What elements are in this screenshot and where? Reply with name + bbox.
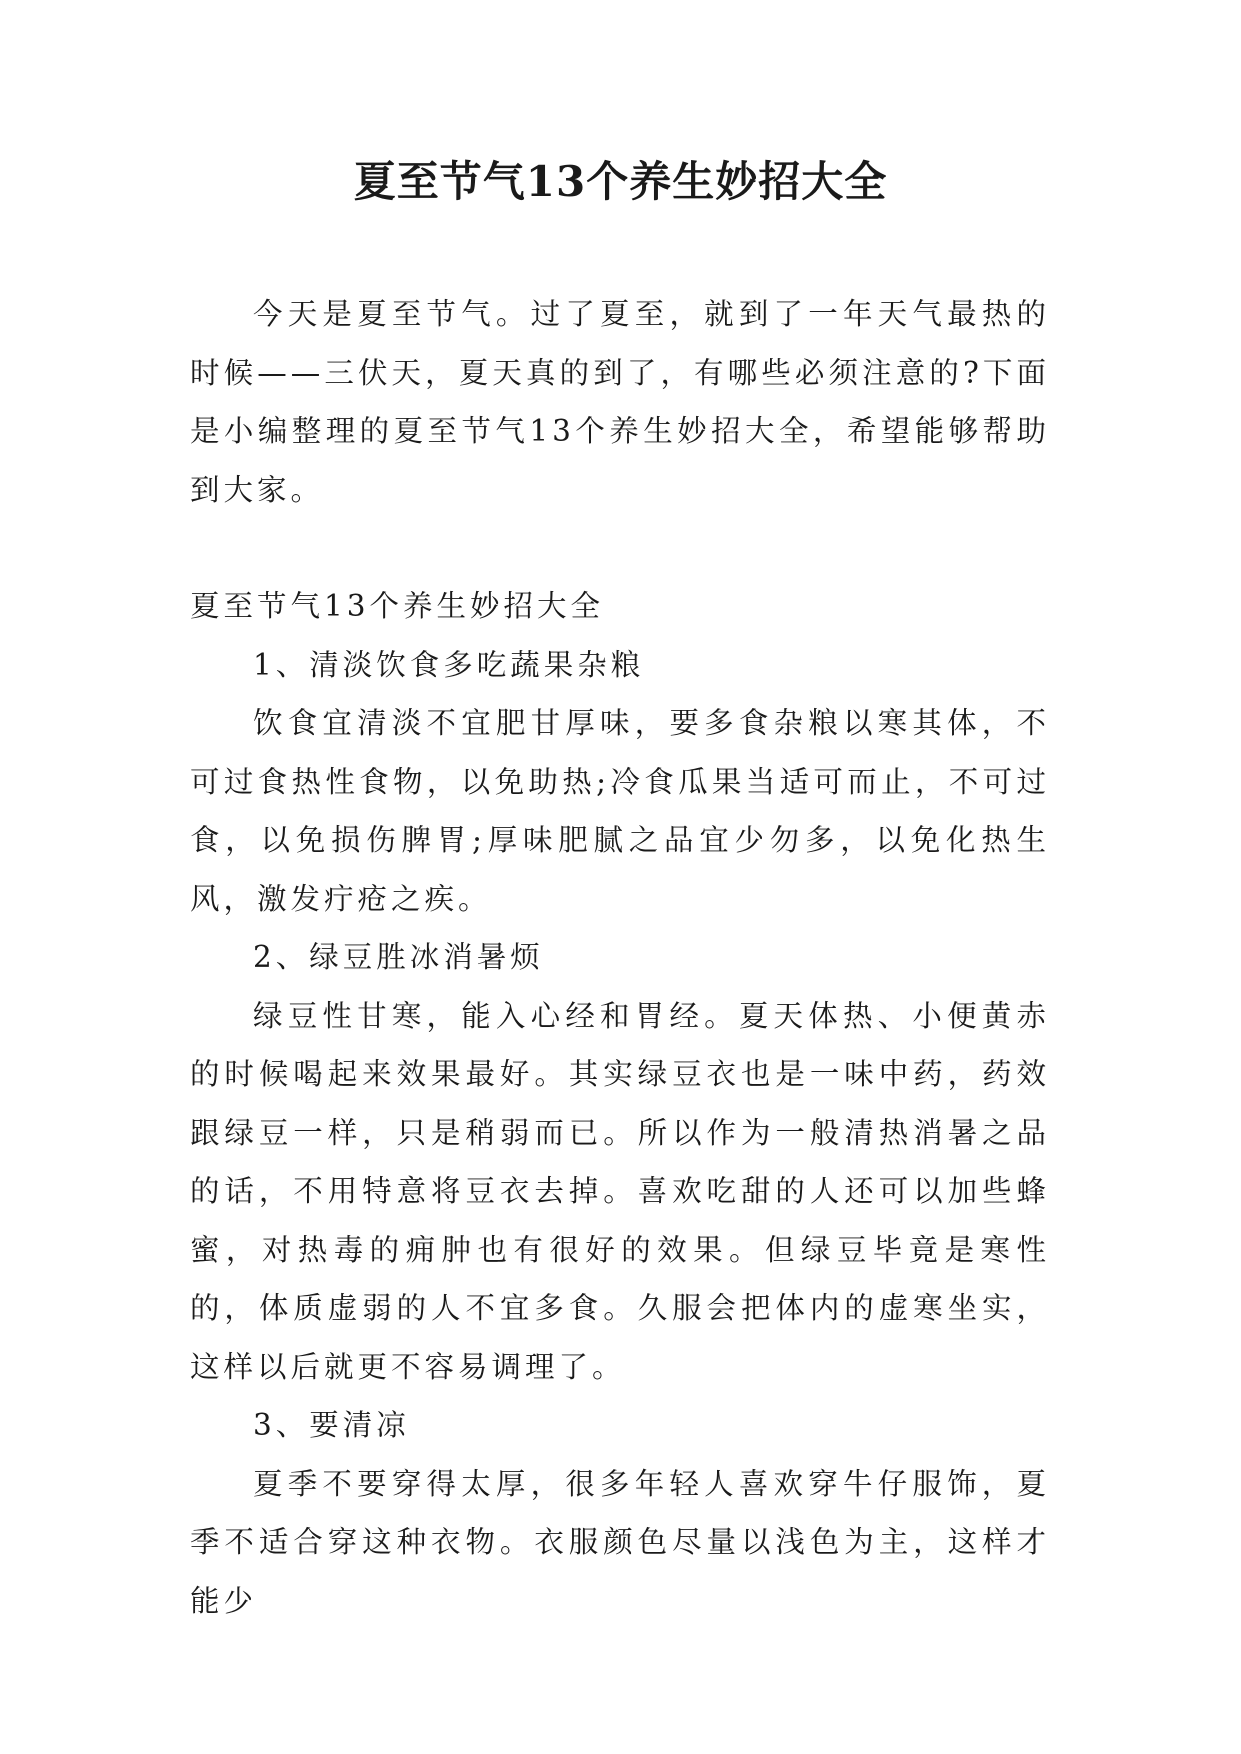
item-2-text: 绿豆性甘寒，能入心经和胃经。夏天体热、小便黄赤的时候喝起来效果最好。其实绿豆衣也是一味中药，药效跟绿豆一样，只是稍弱而已。所以作为一般清热消暑之品的话，不用特意将豆衣去掉。喜欢吃甜的人还可以加些蜂蜜，对热毒的痈肿也有很好的效果。但绿豆毕竟是寒性的，体质虚弱的人不宜多食。久服会把体内的虚寒坐实，这样以后就更不容易调理了。: [190, 998, 1050, 1384]
item-1-text: 饮食宜清淡不宜肥甘厚味，要多食杂粮以寒其体，不可过食热性食物，以免助热;冷食瓜果当适可而止，不可过食，以免损伤脾胃;厚味肥腻之品宜少勿多，以免化热生风，激发疔疮之疾。: [190, 706, 1050, 916]
item-3-text: 夏季不要穿得太厚，很多年轻人喜欢穿牛仔服饰，夏季不适合穿这种衣物。衣服颜色尽量以浅色为主，这样才能少: [190, 1466, 1050, 1618]
document-body: [190, 285, 1050, 1630]
item-2-heading: 2、绿豆胜冰消暑烦: [253, 940, 544, 974]
section-heading: 夏至节气13个养生妙招大全: [190, 589, 605, 623]
paragraph-gap: [190, 519, 1050, 577]
document-title: 夏至节气13个养生妙招大全: [353, 157, 888, 206]
intro-paragraph: 今天是夏至节气。过了夏至，就到了一年天气最热的时候——三伏天，夏天真的到了，有哪些必须注意的?下面是小编整理的夏至节气13个养生妙招大全，希望能够帮助到大家。: [190, 297, 1050, 507]
item-1-heading: 1、清淡饮食多吃蔬果杂粮: [253, 647, 645, 682]
item-3-heading: 3、要清凉: [253, 1408, 410, 1442]
